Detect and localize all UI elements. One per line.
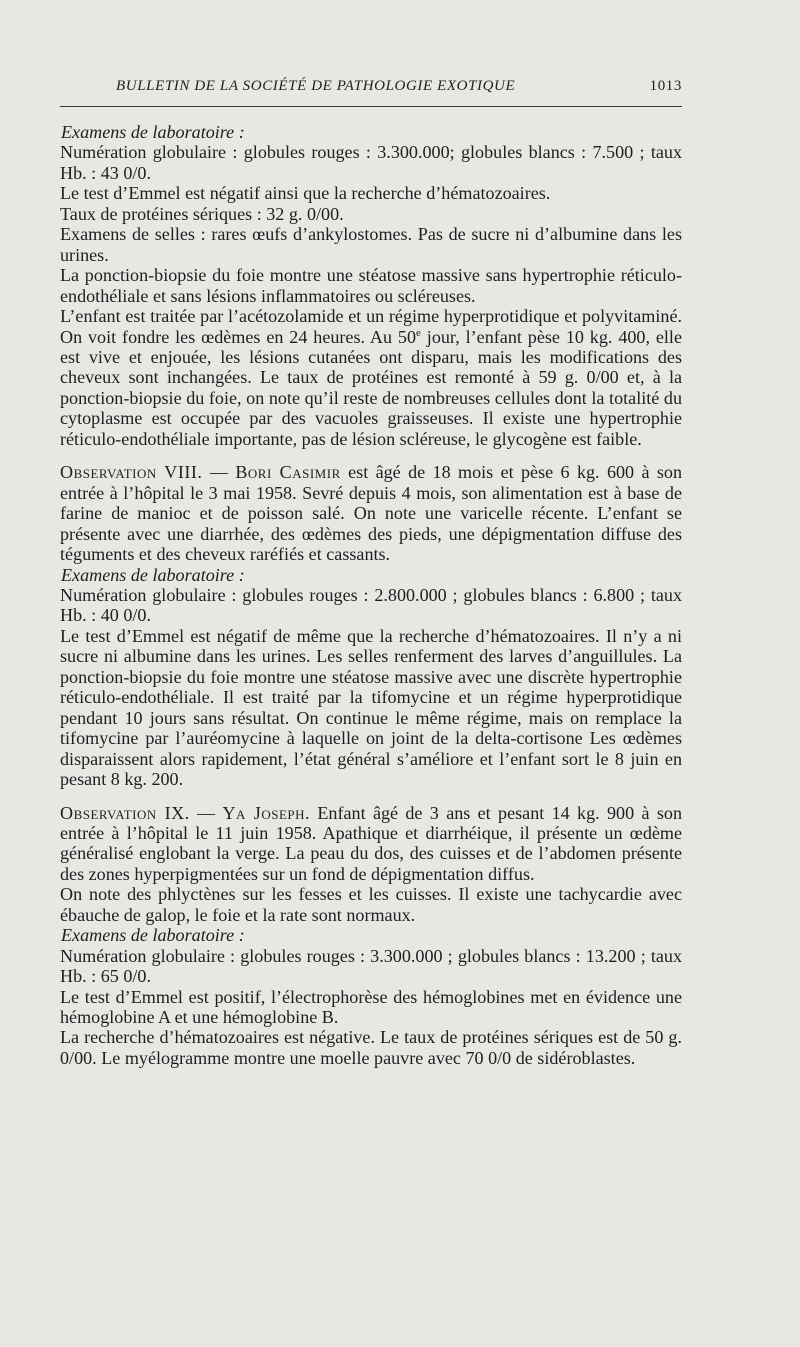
lab-exam-heading: Examens de laboratoire : — [61, 925, 245, 946]
lab-exam-heading: Examens de laboratoire : — [61, 122, 245, 142]
paragraph — [60, 306, 682, 449]
observation-text: Enfant âgé de 3 ans et pesant 14 kg. 900 à son entrée à l’hôpital le 11 juin 1958. Apathique et diarrhéique, il présente un œdème généralisé englobant la verge. La peau du dos, des cuisses et de l’abdomen présente des zones hyperpigmentées sur un fond de dépigmentation diffus. — [60, 802, 682, 884]
section-gap — [60, 790, 682, 803]
page-number: 1013 — [649, 78, 682, 94]
paragraph: Taux de protéines sériques : 32 g. 0/00. — [60, 203, 344, 224]
paragraph-text: jour, l’enfant pèse 10 kg. 400, elle est vive et enjouée, les lésions cutanées ont disparu, mais les modifications des cheveux sont inchangées. Le taux de protéines est remonté à 59 g. 0/00 et, à la ponction-biopsie du foie, on note qu’il reste de nombreuses cellules dont la totalité du cytoplasme est occupée par des vacuoles graisseuses. Il existe une hypertrophie réticulo-endothéliale importante, pas de lésion scléreuse, le glycogène est faible. — [60, 326, 682, 449]
paragraph: Numération globulaire : globules rouges : 2.800.000 ; globules blancs : 6.800 ; taux Hb. : 40 0/0. — [60, 584, 682, 626]
observation-paragraph: Observation VIII. — Bori Casimir est âgé de 18 mois et pèse 6 kg. 600 à son entrée à l’hôpital le 3 mai 1958. Sevré depuis 4 mois, son alimentation est à base de farine de manioc et de poisson salé. On note une varicelle récente. L’enfant se présente avec une diarrhée, des œdèmes des pieds, une dépigmentation diffuse des téguments et des cheveux raréfiés et cassants. — [60, 462, 683, 565]
paragraph: Numération globulaire : globules rouges : 3.300.000; globules blancs : 7.500 ; taux Hb. : 43 0/0. — [60, 142, 682, 183]
paragraph: Le test d’Emmel est négatif ainsi que la recherche d’hématozoaires. — [60, 183, 551, 204]
paragraph: La recherche d’hématozoaires est négative. Le taux de protéines sériques est de 50 g. 0/00. Le myélogramme montre une moelle pauvre avec 70 0/0 de sidéroblastes. — [60, 1027, 682, 1068]
ordinal-superscript: e — [416, 326, 421, 339]
patient-name: Ya Joseph. — [222, 802, 311, 823]
running-title: BULLETIN DE LA SOCIÉTÉ DE PATHOLOGIE EXOTIQUE — [116, 78, 516, 94]
paragraph: Le test d’Emmel est négatif de même que la recherche d’hématozoaires. Il n’y a ni sucre ni albumine dans les urines. Les selles renferment des larves d’anguillules. La ponction-biopsie du foie montre une stéatose massive avec une discrète hypertrophie réticulo-endothéliale. Il est traité par la tifomycine et un régime hyperprotidique pendant 10 jours sans résultat. On continue le même régime, mais on remplace la tifomycine par l’auréomycine à laquelle on joint de la delta-cortisone Les œdèmes disparaissent alors rapidement, l’état général s’améliore et l’enfant sort le 8 juin en pesant 8 kg. 200. — [60, 625, 682, 790]
observation-label: Observation VIII. — [60, 462, 203, 483]
paragraph-text: L’enfant est traitée par l’acétozolamide et un régime hyperprotidique et polyvitaminé. On voit fondre les œdèmes en 24 heures. Au 50 — [60, 306, 682, 347]
section-gap — [60, 449, 682, 462]
observation-text: est âgé de 18 mois et pèse 6 kg. 600 à son entrée à l’hôpital le 3 mai 1958. Sevré depuis 4 mois, son alimentation est à base de farine de manioc et de poisson salé. On note une varicelle récente. L’enfant se présente avec une diarrhée, des œdèmes des pieds, une dépigmentation diffuse des téguments et des cheveux raréfiés et cassants. — [60, 462, 683, 565]
paragraph: Le test d’Emmel est positif, l’électrophorèse des hémoglobines met en évidence une hémoglobine A et une hémoglobine B. — [60, 986, 682, 1028]
paragraph: La ponction-biopsie du foie montre une stéatose massive sans hypertrophie réticulo-endothéliale et sans lésions inflammatoires ou scléreuses. — [60, 265, 682, 306]
paragraph: Numération globulaire : globules rouges : 3.300.000 ; globules blancs : 13.200 ; taux Hb. : 65 0/0. — [60, 945, 682, 987]
lab-exam-heading: Examens de laboratoire : — [61, 564, 245, 585]
patient-name: Bori Casimir — [235, 462, 341, 483]
paragraph: Examens de selles : rares œufs d’ankylostomes. Pas de sucre ni d’albumine dans les urines. — [60, 224, 682, 265]
running-header — [60, 74, 682, 98]
paragraph: On note des phlyctènes sur les fesses et les cuisses. Il existe une tachycardie avec ébauche de galop, le foie et la rate sont normaux. — [60, 884, 682, 925]
body-text — [60, 122, 682, 1068]
header-rule — [60, 106, 682, 107]
observation-label: Observation IX. — [60, 802, 190, 823]
observation-paragraph: Observation IX. — Ya Joseph. Enfant âgé de 3 ans et pesant 14 kg. 900 à son entrée à l’hôpital le 11 juin 1958. Apathique et diarrhéique, il présente un œdème généralisé englobant la verge. La peau du dos, des cuisses et de l’abdomen présente des zones hyperpigmentées sur un fond de dépigmentation diffus. — [60, 802, 682, 884]
